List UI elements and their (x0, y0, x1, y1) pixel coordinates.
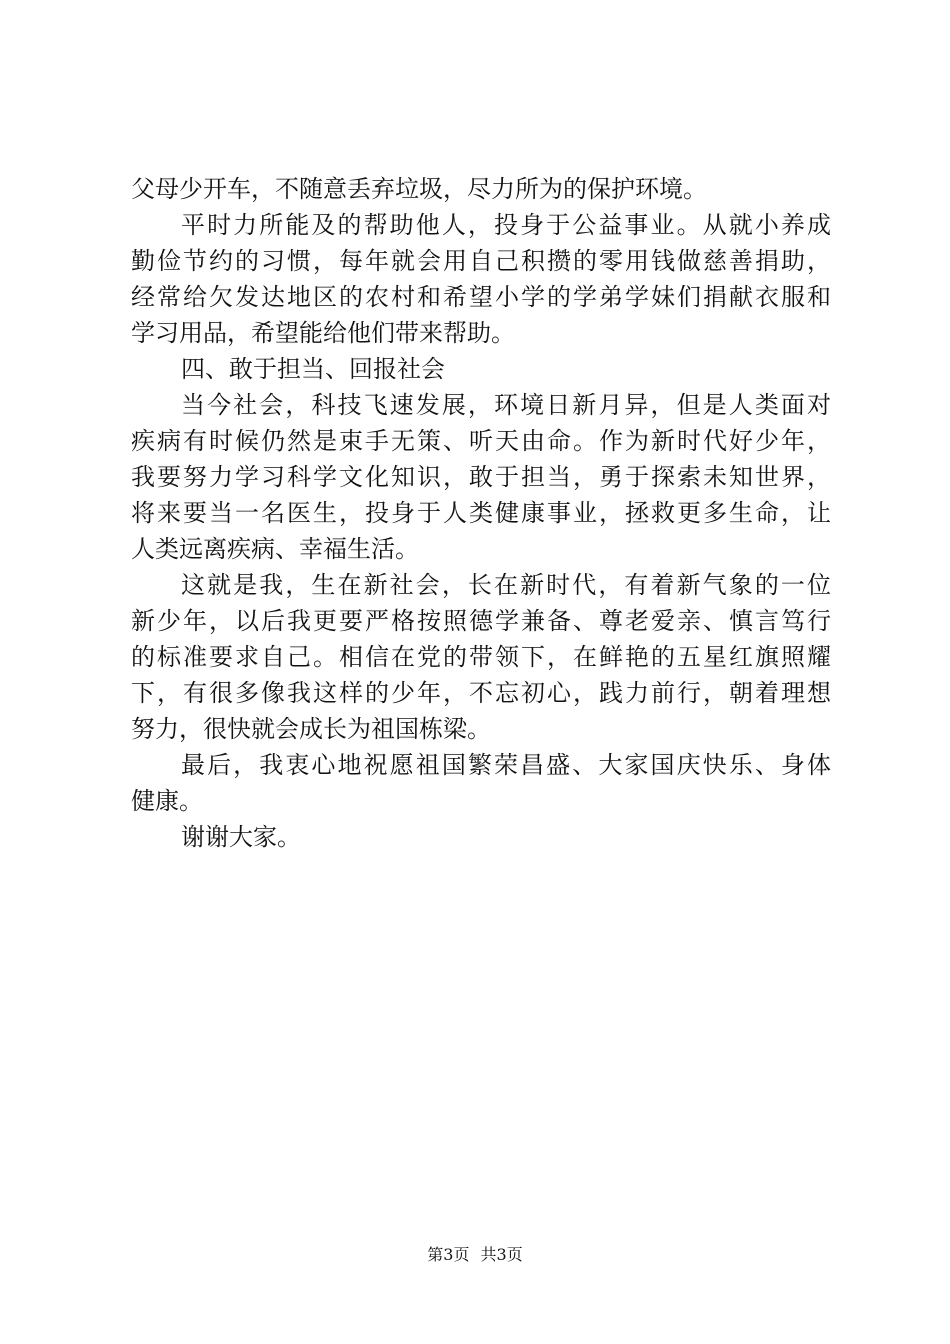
text-line: 当今社会，科技飞速发展，环境日新月异，但是人类面对 (181, 391, 831, 419)
page-footer (0, 1244, 950, 1266)
text-line: 勤俭节约的习惯，每年就会用自己积攒的零用钱做慈善捐助， (131, 247, 831, 275)
page-number: 第3页 (427, 1245, 470, 1264)
text-line: 父母少开车，不随意丢弃垃圾，尽力所为的保护环境。 (131, 175, 707, 203)
text-line: 下，有很多像我这样的少年，不忘初心，践力前行，朝着理想 (131, 679, 831, 707)
text-line: 经常给欠发达地区的农村和希望小学的学弟学妹们捐献衣服和 (131, 283, 831, 311)
text-line: 学习用品，希望能给他们带来帮助。 (131, 319, 515, 347)
text-line: 疾病有时候仍然是束手无策、听天由命。作为新时代好少年， (131, 427, 831, 455)
text-line: 平时力所能及的帮助他人，投身于公益事业。从就小养成 (181, 211, 831, 239)
page-total: 共3页 (480, 1245, 523, 1264)
text-line: 的标准要求自己。相信在党的带领下，在鲜艳的五星红旗照耀 (131, 643, 831, 671)
text-line: 这就是我，生在新社会，长在新时代，有着新气象的一位 (181, 571, 831, 599)
text-line: 新少年，以后我更要严格按照德学兼备、尊老爱亲、慎言笃行 (131, 607, 831, 635)
text-line: 将来要当一名医生，投身于人类健康事业，拯救更多生命，让 (131, 499, 831, 527)
document-body (131, 171, 831, 855)
text-line: 人类远离疾病、幸福生活。 (131, 535, 419, 563)
section-heading: 四、敢于担当、回报社会 (181, 355, 445, 383)
text-line: 努力，很快就会成长为祖国栋梁。 (131, 715, 491, 743)
text-line: 谢谢大家。 (181, 823, 301, 851)
text-line: 我要努力学习科学文化知识，敢于担当，勇于探索未知世界， (131, 463, 831, 491)
text-line: 健康。 (131, 787, 203, 815)
text-line: 最后，我衷心地祝愿祖国繁荣昌盛、大家国庆快乐、身体 (181, 751, 831, 779)
